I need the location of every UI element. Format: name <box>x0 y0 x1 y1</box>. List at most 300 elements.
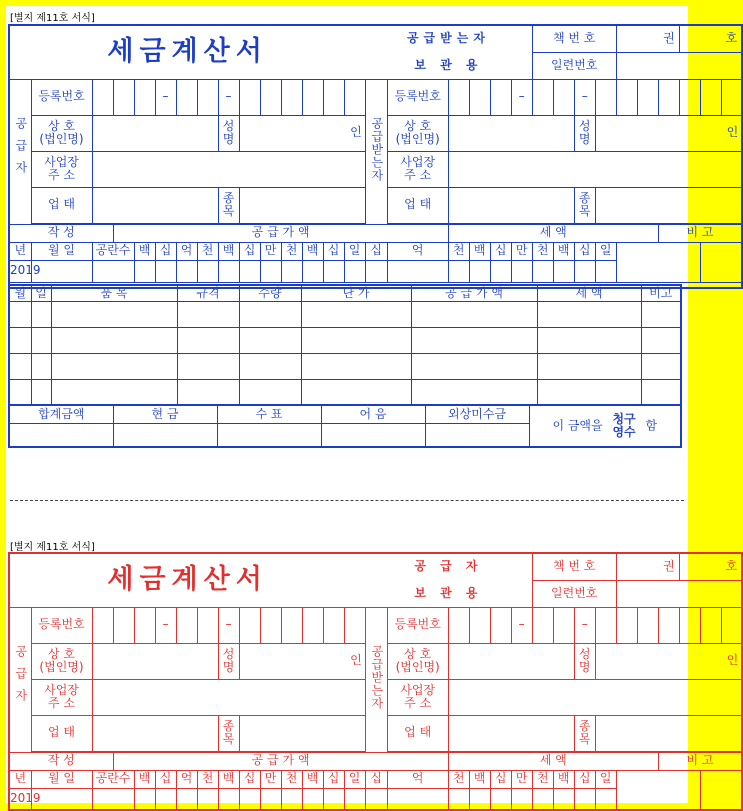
label-text: 공급자 <box>13 644 28 711</box>
label-cell: 십 <box>323 770 344 788</box>
supplier-bizitem-value-red[interactable] <box>239 715 365 751</box>
input-cell[interactable] <box>301 353 411 379</box>
input-cell[interactable] <box>177 353 239 379</box>
input-cell[interactable] <box>365 788 387 810</box>
remarks-value[interactable] <box>616 242 700 282</box>
buyer-reg-label: 등록번호 <box>387 79 448 115</box>
input-cell[interactable] <box>469 788 490 810</box>
supplier-address-value[interactable] <box>92 151 365 187</box>
input-cell[interactable] <box>197 607 218 643</box>
label-text: 목 <box>222 732 235 746</box>
label-cell <box>31 679 92 715</box>
input-cell[interactable] <box>641 353 681 379</box>
supplier-address-label <box>31 151 92 187</box>
input-cell[interactable] <box>595 607 616 643</box>
input-cell[interactable] <box>532 260 553 282</box>
label-cell: 십 <box>365 242 387 260</box>
label-cell: 수량 <box>239 285 301 301</box>
label-text: 상 호 <box>404 118 432 133</box>
receipt-cell <box>529 405 681 447</box>
input-cell[interactable] <box>301 301 411 327</box>
buyer-name-label <box>574 115 595 151</box>
input-cell[interactable] <box>553 260 574 282</box>
input-cell[interactable] <box>92 607 113 643</box>
supplier-bizitem-label <box>218 187 239 223</box>
buyer-biztype-label: 업 태 <box>387 187 448 223</box>
input-cell[interactable] <box>31 327 51 353</box>
label-cell: 일 <box>344 770 365 788</box>
label-cell <box>218 715 239 751</box>
input-cell[interactable] <box>92 79 113 115</box>
input-cell[interactable] <box>411 301 537 327</box>
label-text: 목 <box>578 204 591 218</box>
label-cell: 외상미수금 <box>425 405 529 423</box>
input-cell[interactable] <box>239 79 260 115</box>
label-text: 공급받는자 <box>369 117 384 183</box>
label-text: 이 금액을 <box>552 418 603 433</box>
input-cell[interactable] <box>490 607 511 643</box>
label-cell: 백 <box>302 770 323 788</box>
supplier-biztype-value[interactable] <box>92 187 218 223</box>
label-cell: 만 <box>260 770 281 788</box>
supplier-company-value-red[interactable] <box>92 643 218 679</box>
copy-label-line1: 공급받는자 <box>365 25 532 52</box>
label-cell: 공 급 가 액 <box>411 285 537 301</box>
input-cell[interactable] <box>92 788 134 810</box>
input-cell[interactable] <box>51 379 177 405</box>
label-cell: 2019 <box>9 788 31 810</box>
serial-no-value[interactable] <box>616 52 742 79</box>
written-label: 작 성 <box>9 224 113 242</box>
label-text: 명 <box>222 132 235 146</box>
buyer-biztype-value-red[interactable] <box>448 715 574 751</box>
input-cell[interactable] <box>679 607 700 643</box>
input-cell[interactable] <box>387 788 448 810</box>
label-cell <box>31 242 92 260</box>
label-text: 영수 <box>612 425 636 439</box>
input-cell[interactable] <box>197 79 218 115</box>
label-cell: 비 고 <box>658 752 742 770</box>
ho-label: 호 <box>679 25 742 52</box>
label-cell: 합계금액 <box>9 405 113 423</box>
label-cell: 십 <box>490 242 511 260</box>
input-cell[interactable] <box>9 353 31 379</box>
input-cell[interactable] <box>490 79 511 115</box>
input-cell[interactable] <box>176 788 197 810</box>
label-text: 공급받는자 <box>369 645 384 711</box>
totals-blue-table <box>8 404 682 448</box>
label-cell: 십 <box>239 242 260 260</box>
input-cell[interactable] <box>281 607 302 643</box>
input-cell[interactable] <box>239 379 301 405</box>
input-cell[interactable] <box>155 788 176 810</box>
label-text: 성 <box>222 646 235 661</box>
input-cell[interactable] <box>177 379 239 405</box>
buyer-bizitem-label <box>574 187 595 223</box>
input-cell[interactable] <box>537 327 641 353</box>
input-cell[interactable] <box>260 607 281 643</box>
label-text: 사업장 <box>44 154 79 169</box>
label-cell: 년 <box>9 242 31 260</box>
label-cell: 일 <box>595 770 616 788</box>
label-text: 상 호 <box>48 646 75 661</box>
item-row[interactable] <box>9 379 681 405</box>
label-text: 명 <box>578 132 591 146</box>
input-cell[interactable] <box>92 260 134 282</box>
input-cell[interactable] <box>197 788 218 810</box>
cash-value[interactable] <box>113 423 217 447</box>
input-cell[interactable] <box>537 301 641 327</box>
year-value: 2019 <box>9 260 31 282</box>
label-cell: 비고 <box>641 285 681 301</box>
buyer-side-label-red <box>365 607 387 752</box>
input-cell[interactable] <box>239 260 260 282</box>
supplier-bizitem-value[interactable] <box>239 187 365 223</box>
input-cell[interactable] <box>9 301 31 327</box>
input-cell[interactable] <box>344 607 365 643</box>
input-cell[interactable] <box>448 260 469 282</box>
label-cell: 백 <box>134 242 155 260</box>
label-cell: 월 <box>9 285 31 301</box>
input-cell[interactable] <box>574 788 595 810</box>
label-text: 목 <box>578 732 591 746</box>
label-cell <box>218 643 239 679</box>
label-text: 성 <box>222 118 235 133</box>
label-cell: 등록번호 <box>387 607 448 643</box>
label-text: (법인명) <box>395 132 440 146</box>
label-cell: – <box>218 607 239 643</box>
supplier-company-label <box>31 115 92 151</box>
input-cell[interactable] <box>721 79 742 115</box>
label-cell: 일 <box>31 285 51 301</box>
input-cell[interactable] <box>51 327 177 353</box>
input-cell[interactable] <box>469 260 490 282</box>
supplier-company-value[interactable] <box>92 115 218 151</box>
serial-no-value-red[interactable] <box>616 580 742 607</box>
input-cell[interactable] <box>721 607 742 643</box>
input-cell[interactable] <box>218 260 239 282</box>
label-cell: 어 음 <box>321 405 425 423</box>
label-cell: 천 <box>281 770 302 788</box>
invoice-title: 세금계산서 <box>107 36 268 68</box>
label-text: 종 <box>578 718 591 733</box>
label-cell: 십 <box>574 770 595 788</box>
label-cell: 십 <box>155 242 176 260</box>
title-cell <box>9 25 365 79</box>
input-cell[interactable] <box>51 353 177 379</box>
input-cell[interactable] <box>239 301 301 327</box>
input-cell[interactable] <box>302 788 323 810</box>
input-cell[interactable] <box>344 260 365 282</box>
input-cell[interactable] <box>641 379 681 405</box>
input-cell[interactable] <box>532 79 553 115</box>
input-cell[interactable] <box>260 79 281 115</box>
label-text: 월 <box>47 771 60 786</box>
input-cell[interactable] <box>616 607 637 643</box>
input-cell[interactable] <box>177 327 239 353</box>
label-text: 일 <box>63 771 75 786</box>
remarks-value-red[interactable] <box>616 770 700 810</box>
label-cell: 천 <box>448 770 469 788</box>
input-cell[interactable] <box>113 607 134 643</box>
input-cell[interactable] <box>344 79 365 115</box>
label-text: 주 소 <box>404 696 432 710</box>
input-cell[interactable] <box>700 79 721 115</box>
label-text: 종 <box>578 190 591 205</box>
tax-amount-label: 세 액 <box>448 224 658 242</box>
input-cell[interactable] <box>155 260 176 282</box>
label-text: 목 <box>222 204 235 218</box>
input-cell[interactable] <box>134 260 155 282</box>
label-cell: 호 <box>679 553 742 580</box>
input-cell[interactable] <box>281 79 302 115</box>
item-row[interactable] <box>9 327 681 353</box>
label-cell: 만 <box>511 242 532 260</box>
label-cell: 십 <box>365 770 387 788</box>
input-cell[interactable] <box>302 79 323 115</box>
input-cell[interactable] <box>323 260 344 282</box>
items-blue-table <box>8 284 682 406</box>
input-cell[interactable] <box>448 79 469 115</box>
input-cell[interactable] <box>239 353 301 379</box>
input-cell[interactable] <box>323 79 344 115</box>
input-cell[interactable] <box>637 607 658 643</box>
input-cell[interactable] <box>281 788 302 810</box>
input-cell[interactable] <box>511 260 532 282</box>
input-cell[interactable] <box>411 379 537 405</box>
label-cell: – <box>511 607 532 643</box>
label-cell: 억 <box>176 770 197 788</box>
label-cell: – <box>155 79 176 115</box>
label-cell: 품 목 <box>51 285 177 301</box>
label-cell: 인 <box>239 643 365 679</box>
supplier-seal: 인 <box>239 115 365 151</box>
input-cell[interactable] <box>31 379 51 405</box>
supplier-biztype-value-red[interactable] <box>92 715 218 751</box>
input-cell[interactable] <box>411 327 537 353</box>
label-cell: 백 <box>553 242 574 260</box>
input-cell[interactable] <box>31 301 51 327</box>
input-cell[interactable] <box>448 788 469 810</box>
label-text: 명 <box>222 660 235 674</box>
input-cell[interactable] <box>134 607 155 643</box>
buyer-company-value[interactable] <box>448 115 574 151</box>
input-cell[interactable] <box>490 260 511 282</box>
input-cell[interactable] <box>469 607 490 643</box>
input-cell[interactable] <box>239 607 260 643</box>
input-cell[interactable] <box>448 607 469 643</box>
buyer-bizitem-value[interactable] <box>595 187 742 223</box>
label-cell: 단 가 <box>301 285 411 301</box>
label-cell: 백 <box>134 770 155 788</box>
input-cell[interactable] <box>700 607 721 643</box>
label-text: 상 호 <box>48 118 75 133</box>
input-cell[interactable] <box>344 788 365 810</box>
label-text: 사업장 <box>44 682 79 697</box>
buyer-address-value[interactable] <box>448 151 742 187</box>
input-cell[interactable] <box>511 788 532 810</box>
label-cell: 세 액 <box>537 285 641 301</box>
input-cell[interactable] <box>658 607 679 643</box>
label-text: 주 소 <box>48 696 75 710</box>
input-cell[interactable] <box>134 79 155 115</box>
label-cell <box>574 715 595 751</box>
input-cell[interactable] <box>553 79 574 115</box>
input-cell[interactable] <box>679 79 700 115</box>
label-text: 청구 <box>612 411 636 426</box>
buyer-address-value-red[interactable] <box>448 679 742 715</box>
remarks-label: 비 고 <box>658 224 742 242</box>
label-cell: 백 <box>218 242 239 260</box>
input-cell[interactable] <box>532 788 553 810</box>
note-value[interactable] <box>321 423 425 447</box>
label-cell: 수 표 <box>217 405 321 423</box>
input-cell[interactable] <box>537 379 641 405</box>
label-cell: 십 <box>239 770 260 788</box>
input-cell[interactable] <box>553 607 574 643</box>
supply-value-label: 공 급 가 액 <box>113 224 448 242</box>
input-cell[interactable] <box>595 788 616 810</box>
input-cell[interactable] <box>302 607 323 643</box>
invoice-red-table <box>8 552 743 811</box>
input-cell[interactable] <box>490 788 511 810</box>
form-tag-red: [별지 제11호 서식] <box>10 542 95 553</box>
label-cell: 일련번호 <box>532 580 616 607</box>
label-text: 성 <box>578 646 591 661</box>
total-amount-value[interactable] <box>9 423 113 447</box>
label-text: 사업장 <box>400 682 436 697</box>
label-cell: 업 태 <box>387 715 448 751</box>
label-cell <box>31 770 92 788</box>
label-text: 종 <box>222 190 235 205</box>
label-cell: 억 <box>387 242 448 260</box>
input-cell[interactable] <box>658 79 679 115</box>
input-cell[interactable] <box>323 607 344 643</box>
supplier-address-value-red[interactable] <box>92 679 365 715</box>
input-cell[interactable] <box>365 260 387 282</box>
label-cell: 천 <box>197 770 218 788</box>
input-cell[interactable] <box>239 327 301 353</box>
label-cell: 인 <box>595 643 742 679</box>
label-cell: – <box>218 79 239 115</box>
label-cell: 백 <box>469 242 490 260</box>
input-cell[interactable] <box>302 260 323 282</box>
input-cell[interactable] <box>323 788 344 810</box>
input-cell[interactable] <box>260 260 281 282</box>
input-cell[interactable] <box>260 788 281 810</box>
serial-no-label: 일련번호 <box>532 52 616 79</box>
label-cell: 천 <box>448 242 469 260</box>
buyer-seal: 인 <box>595 115 742 151</box>
buyer-company-label <box>387 115 448 151</box>
input-cell[interactable] <box>532 607 553 643</box>
buyer-company-value-red[interactable] <box>448 643 574 679</box>
label-cell: 작 성 <box>9 752 113 770</box>
label-cell: 일 <box>595 242 616 260</box>
input-cell[interactable] <box>595 79 616 115</box>
input-cell[interactable] <box>301 379 411 405</box>
input-cell[interactable] <box>176 260 197 282</box>
input-cell[interactable] <box>641 301 681 327</box>
input-cell[interactable] <box>9 379 31 405</box>
label-text: 종 <box>222 718 235 733</box>
supplier-name-label <box>218 115 239 151</box>
label-cell: 세 액 <box>448 752 658 770</box>
label-cell <box>387 679 448 715</box>
label-cell: 천 <box>532 770 553 788</box>
input-cell[interactable] <box>239 788 260 810</box>
input-cell[interactable] <box>616 79 637 115</box>
label-text: 주 소 <box>404 168 432 182</box>
input-cell[interactable] <box>281 260 302 282</box>
input-cell[interactable] <box>134 788 155 810</box>
label-cell: 억 <box>387 770 448 788</box>
input-cell[interactable] <box>553 788 574 810</box>
gwon-label: 권 <box>616 25 679 52</box>
label-text: 함 <box>645 418 658 433</box>
input-cell[interactable] <box>595 260 616 282</box>
label-cell: 십 <box>490 770 511 788</box>
label-cell: 등록번호 <box>31 607 92 643</box>
item-row[interactable] <box>9 301 681 327</box>
blank-count-label: 공란수 <box>92 242 134 260</box>
label-text: (법인명) <box>39 132 84 146</box>
input-cell[interactable] <box>177 301 239 327</box>
credit-value[interactable] <box>425 423 529 447</box>
buyer-side-label <box>365 79 387 224</box>
supplier-side-label <box>9 79 31 224</box>
input-cell[interactable] <box>641 327 681 353</box>
label-cell <box>387 643 448 679</box>
input-cell[interactable] <box>31 353 51 379</box>
copy-label-line2: 보 관 용 <box>365 52 532 79</box>
input-cell[interactable] <box>176 607 197 643</box>
label-cell: 억 <box>176 242 197 260</box>
input-cell[interactable] <box>537 353 641 379</box>
label-cell: 백 <box>553 770 574 788</box>
title-cell-red <box>9 553 365 607</box>
input-cell[interactable] <box>218 788 239 810</box>
form-tag: [별지 제11호 서식] <box>10 13 95 24</box>
cut-line <box>10 500 684 501</box>
input-cell[interactable] <box>574 260 595 282</box>
input-cell[interactable] <box>411 353 537 379</box>
check-value[interactable] <box>217 423 321 447</box>
invoice-title-red: 세금계산서 <box>107 564 268 596</box>
input-cell[interactable] <box>9 327 31 353</box>
input-cell[interactable] <box>51 301 177 327</box>
label-cell: 공 급 가 액 <box>113 752 448 770</box>
label-cell: 백 <box>218 770 239 788</box>
label-text: 일 <box>63 243 75 258</box>
buyer-address-label <box>387 151 448 187</box>
input-cell[interactable] <box>301 327 411 353</box>
buyer-biztype-value[interactable] <box>448 187 574 223</box>
buyer-bizitem-value-red[interactable] <box>595 715 742 751</box>
input-cell[interactable] <box>176 79 197 115</box>
input-cell[interactable] <box>387 260 448 282</box>
input-cell[interactable] <box>469 79 490 115</box>
copy-label-red-line2: 보 관 용 <box>365 580 532 607</box>
label-cell: 년 <box>9 770 31 788</box>
item-row[interactable] <box>9 353 681 379</box>
label-text: 사업장 <box>400 154 436 169</box>
input-cell[interactable] <box>113 79 134 115</box>
label-cell: 천 <box>197 242 218 260</box>
input-cell[interactable] <box>637 79 658 115</box>
input-cell[interactable] <box>197 260 218 282</box>
label-cell: 천 <box>532 242 553 260</box>
